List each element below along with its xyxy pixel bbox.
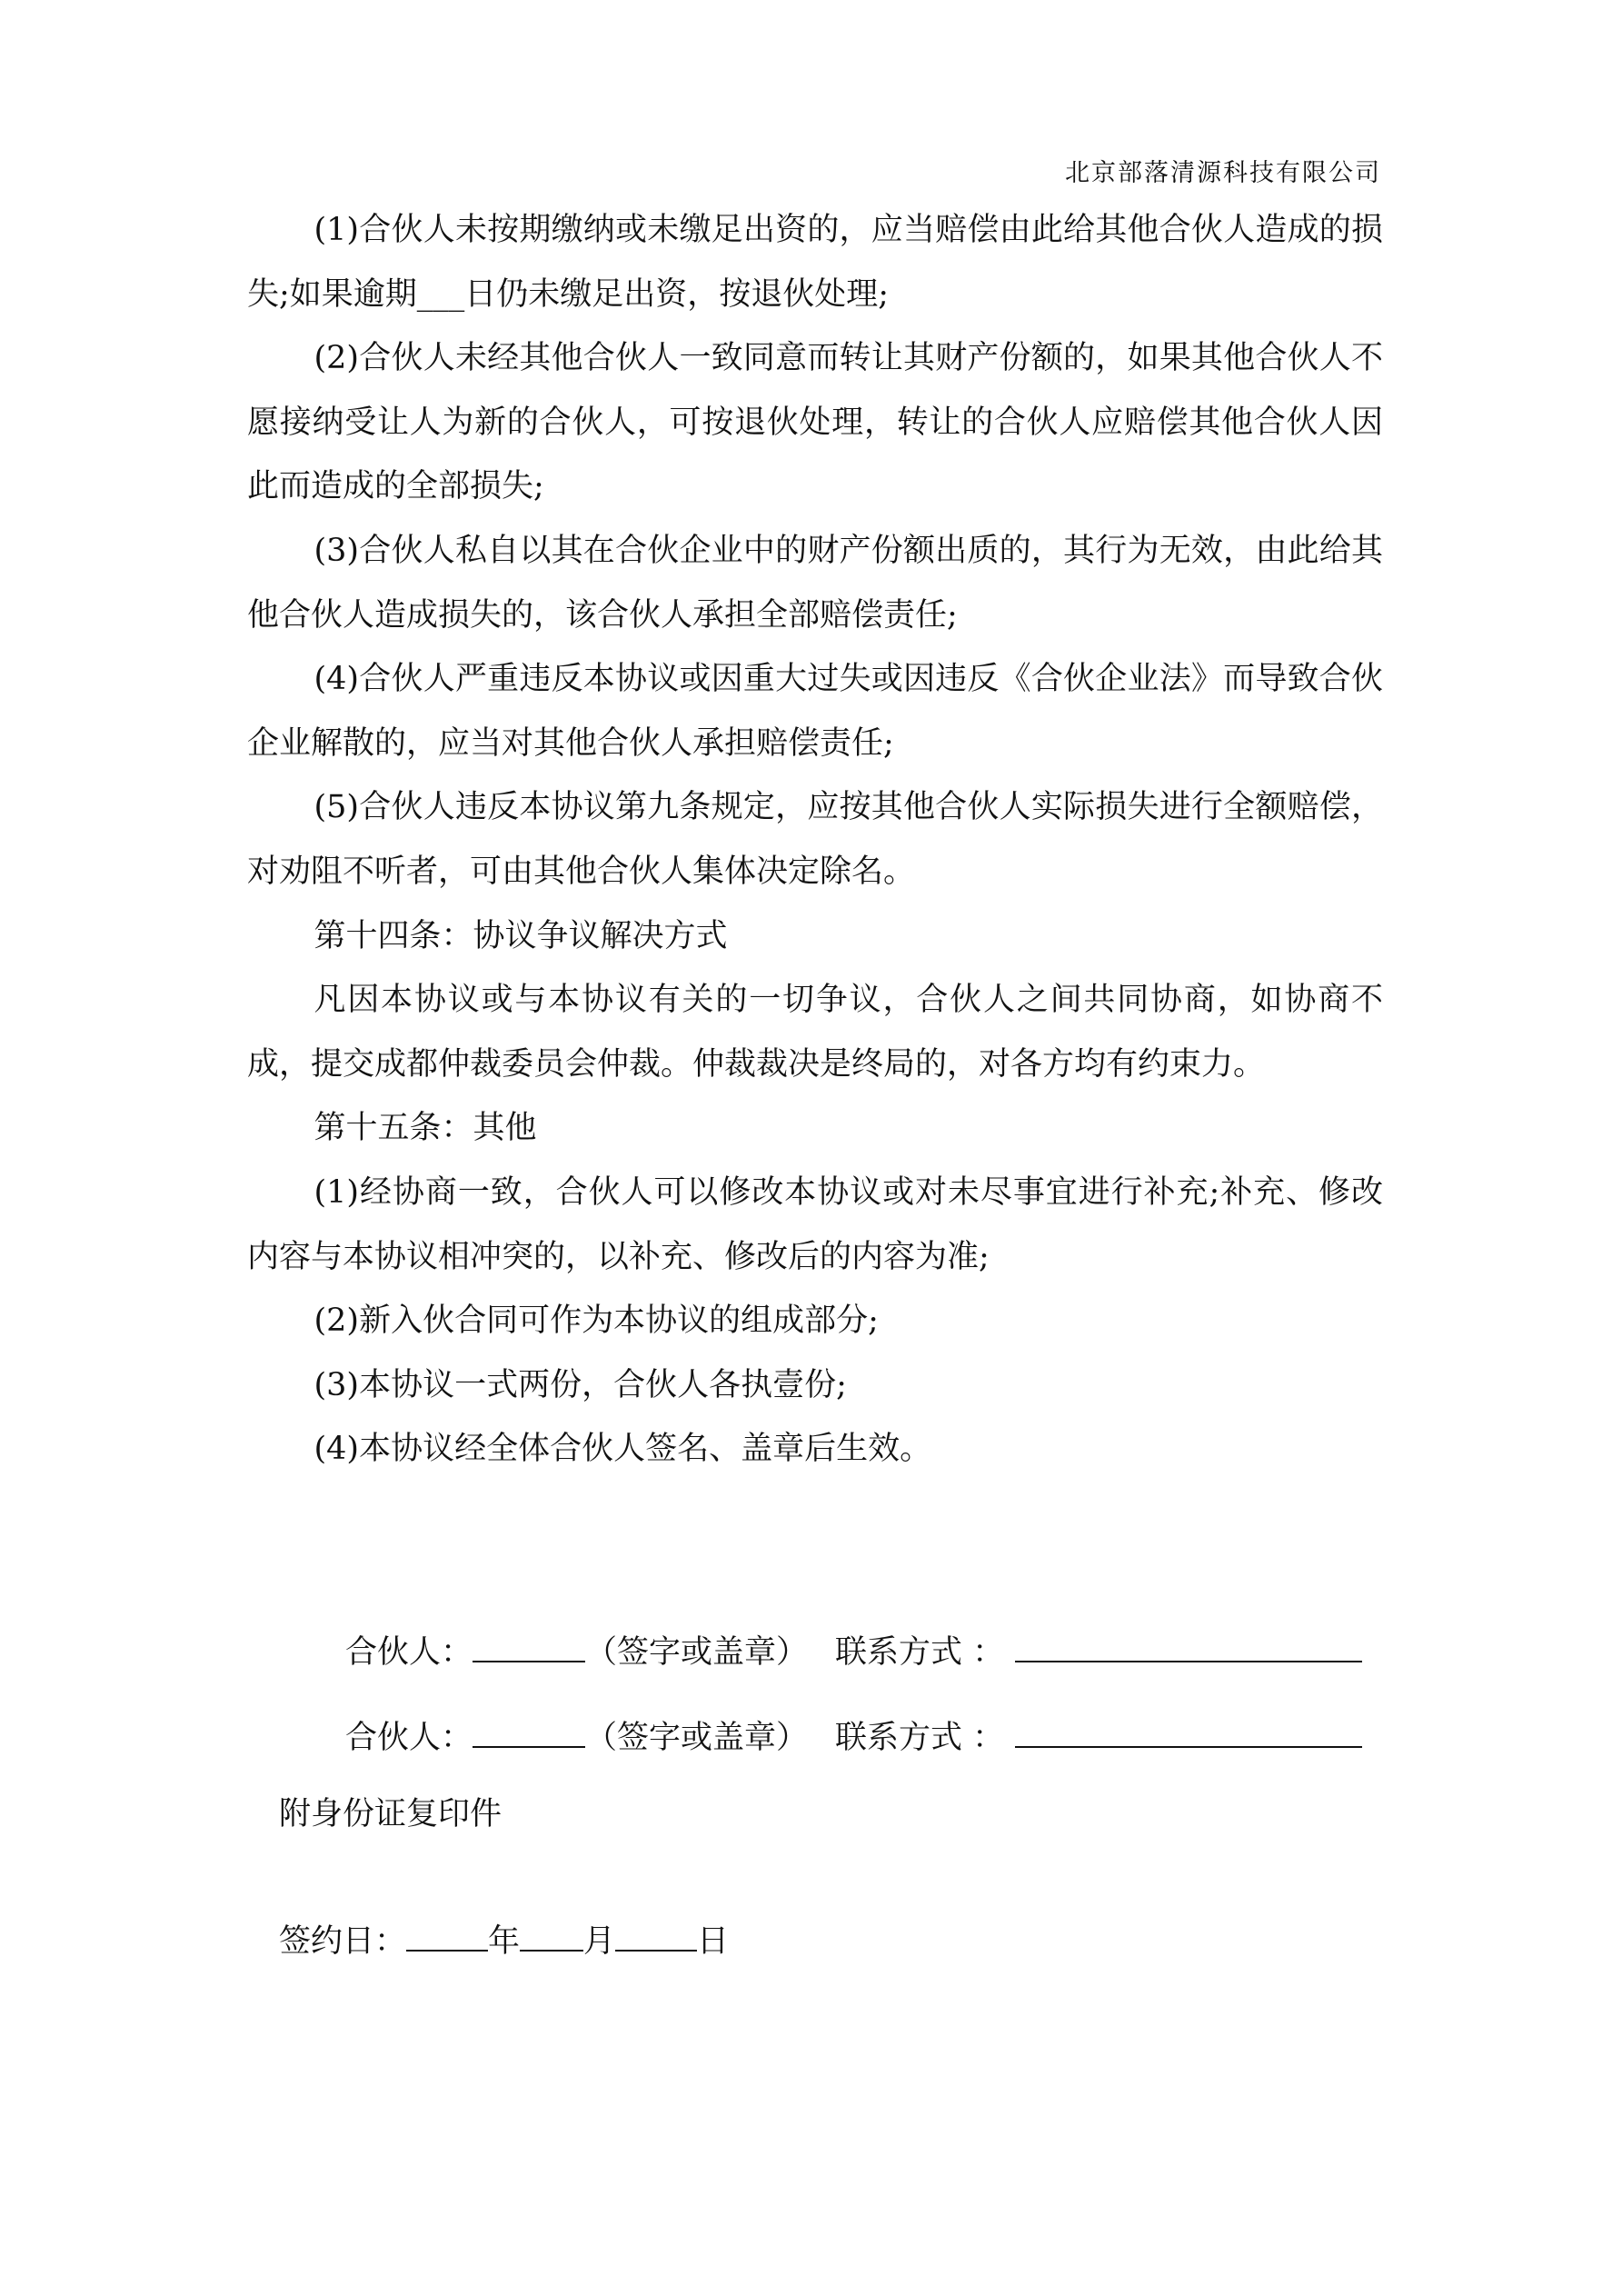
article-15-heading: 第十五条：其他: [313, 1110, 537, 1147]
day-label: 日: [697, 1923, 730, 1960]
contact-label: 联系方式 ：: [835, 1720, 1005, 1756]
year-label: 年: [488, 1923, 521, 1960]
article-15-item-2: (2)新入伙合同可作为本协议的组成部分;: [313, 1303, 879, 1340]
clause-2: (2)合伙人未经其他合伙人一致同意而转让其财产份额的，如果其他合伙人不愿接纳受让人为新的合伙人，可按退伙处理，转让的合伙人应赔偿其他合伙人因此而造成的全部损失;: [247, 340, 1383, 505]
article-14-text: 凡因本协议或与本协议有关的一切争议，合伙人之间共同协商，如协商不成，提交成都仲裁委员会仲裁。仲裁裁决是终局的，对各方均有约束力。: [247, 982, 1383, 1083]
sign-note: （签字或盖章）: [585, 1720, 809, 1756]
partner-signature-blank[interactable]: [473, 1719, 585, 1748]
month-label: 月: [583, 1923, 616, 1960]
partner-label: 合伙人：: [345, 1720, 473, 1756]
contact-blank[interactable]: [1015, 1719, 1362, 1748]
document-body: [247, 198, 1383, 1482]
signature-row-1: [345, 1627, 1362, 1672]
partner-signature-blank[interactable]: [473, 1633, 585, 1662]
partner-label: 合伙人：: [345, 1634, 473, 1671]
clause-3: (3)合伙人私自以其在合伙企业中的财产份额出质的，其行为无效，由此给其他合伙人造成损失的，该合伙人承担全部赔偿责任;: [247, 532, 1383, 634]
company-header: 北京部落清源科技有限公司: [1065, 159, 1381, 187]
article-15-item-3: (3)本协议一式两份，合伙人各执壹份;: [313, 1366, 847, 1403]
article-14-heading: 第十四条：协议争议解决方式: [313, 917, 728, 954]
article-15-item-1: (1)经协商一致，合伙人可以修改本协议或对未尽事宜进行补充;补充、修改内容与本协议相冲突的，以补充、修改后的内容为准;: [247, 1173, 1383, 1275]
clause-4: (4)合伙人严重违反本协议或因重大过失或因违反《合伙企业法》而导致合伙企业解散的，应当对其他合伙人承担赔偿责任;: [247, 661, 1383, 762]
day-blank[interactable]: [615, 1922, 697, 1952]
year-blank[interactable]: [406, 1922, 488, 1952]
contact-blank[interactable]: [1015, 1633, 1362, 1662]
signing-date: [279, 1916, 729, 1962]
clause-1: (1)合伙人未按期缴纳或未缴足出资的，应当赔偿由此给其他合伙人造成的损失;如果逾期___日仍未缴足出资，按退伙处理;: [247, 212, 1383, 313]
month-blank[interactable]: [520, 1922, 583, 1952]
signature-row-2: [345, 1712, 1362, 1758]
contact-label: 联系方式 ：: [835, 1634, 1005, 1671]
clause-5: (5)合伙人违反本协议第九条规定，应按其他合伙人实际损失进行全额赔偿，对劝阻不听者，可由其他合伙人集体决定除名。: [247, 789, 1383, 890]
sign-note: （签字或盖章）: [585, 1634, 809, 1671]
date-label: 签约日：: [279, 1923, 407, 1960]
article-15-item-4: (4)本协议经全体合伙人签名、盖章后生效。: [313, 1431, 932, 1468]
attachment-note: 附身份证复印件: [279, 1796, 503, 1832]
